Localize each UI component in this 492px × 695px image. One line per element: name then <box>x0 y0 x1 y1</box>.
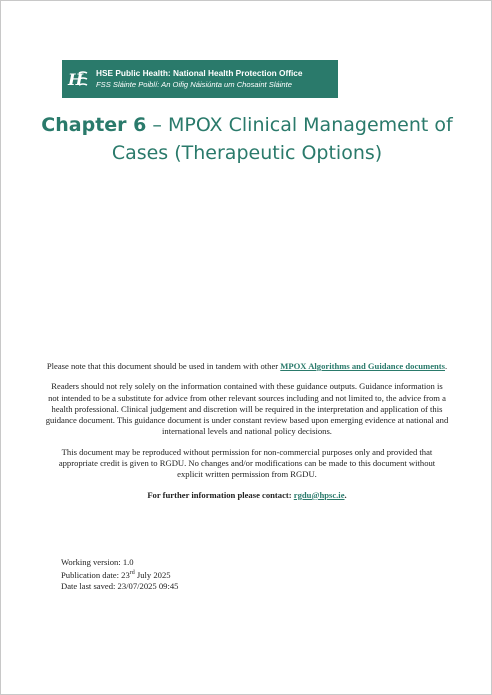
reliance-disclaimer: Readers should not rely solely on the information contained with these guidance outputs. Guidance information is not intended to be a substitute for advice from other relevant sources including and not limited to, the advice from a health professional. Clinical judgement and discretion will be required in the interpretation and application of this guidance document. This guidance document is under constant review based upon emerging evidence at national and international levels and national policy decisions. <box>45 381 449 437</box>
contact-label: For further information please contact: <box>147 489 294 500</box>
header-line-irish: FSS Sláinte Poiblí: An Oifig Náisiúnta um Chosaint Sláinte <box>96 80 292 89</box>
publication-date-prefix: Publication date: 23 <box>61 570 130 581</box>
chapter-label: Chapter 6 <box>41 114 147 136</box>
hse-logo-icon <box>62 60 96 98</box>
publication-date-suffix-sup: rd <box>129 570 135 577</box>
hse-header-banner <box>62 60 338 98</box>
publication-date <box>61 568 178 581</box>
disclaimer-block <box>45 361 449 510</box>
publication-date-month-year: July 2025 <box>134 570 171 581</box>
last-saved-date: Date last saved: 23/07/2025 09:45 <box>61 581 179 592</box>
title-dash: – <box>146 114 168 136</box>
working-version: Working version: 1.0 <box>61 557 134 567</box>
usage-note <box>45 361 449 372</box>
usage-note-text: Please note that this document should be used in tandem with other <box>46 361 281 371</box>
chapter-title: MPOX Clinical Management of Cases (Therapeutic Options) <box>111 114 453 164</box>
usage-note-end: . <box>445 361 448 371</box>
contact-end: . <box>344 489 347 500</box>
header-line-english: HSE Public Health: National Health Protection Office <box>96 68 303 78</box>
mpox-guidance-link[interactable]: MPOX Algorithms and Guidance documents <box>280 361 445 371</box>
contact-email-link[interactable]: rgdu@hpsc.ie <box>293 489 345 500</box>
contact-line <box>45 490 449 501</box>
document-metadata <box>61 557 178 593</box>
svg-text:H: H <box>68 70 84 89</box>
header-text <box>96 67 303 91</box>
reproduction-notice: This document may be reproduced without permission for non-commercial purposes only and provided that appropriate credit is given to RGDU. No changes and/or modifications can be made to this document without explicit written permission from RGDU. <box>58 446 436 480</box>
document-title <box>31 111 463 167</box>
